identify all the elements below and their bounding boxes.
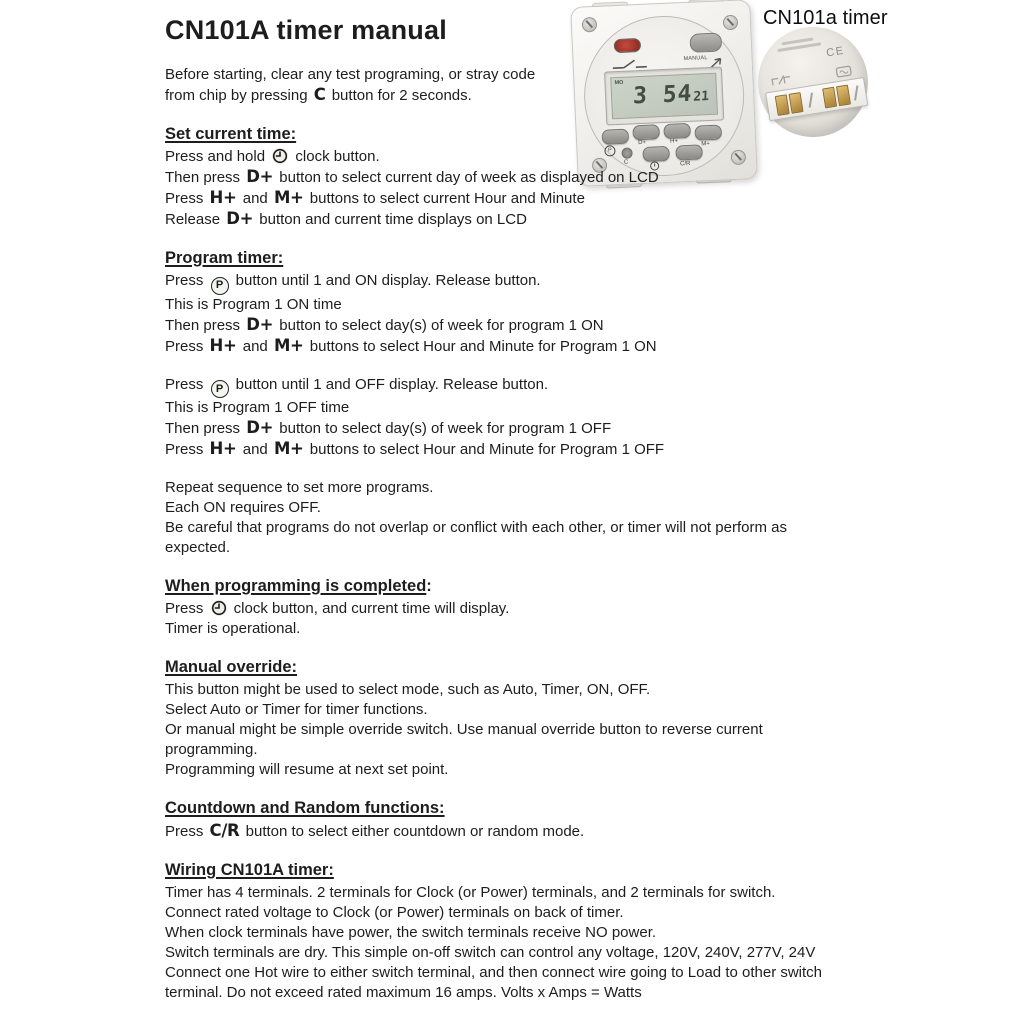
section-heading [165,657,905,678]
manual-text-line: Press H+ and M+ buttons to select Hour and Minute for Program 1 OFF [165,439,665,458]
section-heading [165,860,905,881]
manual-text-line: Press and hold clock button. [165,148,380,165]
manual-text-line: This is Program 1 ON time [165,295,342,313]
manual-text-line: Timer has 4 terminals. 2 terminals for Clock (or Power) terminals, and 2 terminals for switch. [165,884,776,901]
paragraph-block [165,375,905,461]
manual-text-line: Each ON requires OFF. [165,499,321,516]
paragraph-block [165,883,905,1003]
paragraph-block [165,599,905,639]
manual-text-line: Press P button until 1 and OFF display. Release button. [165,375,905,399]
paragraph-block [165,478,905,558]
manual-text-line: This button might be used to select mode, such as Auto, Timer, ON, OFF. [165,681,651,698]
manual-section-countdown-random [165,798,905,842]
paragraph-block [165,147,905,230]
manual-text-line: Press H+ and M+ buttons to select Hour and Minute for Program 1 ON [165,335,657,355]
device-button-m-plus-label: M+ [701,141,710,148]
p-button-icon: P [211,380,229,398]
section-heading-text: Program timer: [165,249,284,267]
manual-text-line: Select Auto or Timer for timer functions. [165,701,428,718]
paragraph-block [165,65,905,106]
section-heading [165,798,905,819]
manual-text-line: Connect rated voltage to Clock (or Power) terminals on back of timer. [165,904,624,921]
lcd-day-indicator: MO [614,79,624,87]
manual-text-line: terminal. Do not exceed rated maximum 16 amps. Volts x Amps = Watts [165,984,642,1001]
p-button-icon: P [211,277,229,295]
manual-button-label: MANUAL [683,55,708,63]
paragraph-block [165,271,905,357]
manual-text-line: Be careful that programs do not overlap or conflict with each other, or timer will not perform as [165,519,787,536]
h-plus-button-glyph: H+ [209,188,237,207]
manual-section-program-timer [165,248,905,558]
page-title: CN101A timer manual [165,15,447,45]
section-heading-text: Set current time: [165,125,297,143]
closeup-caption: CN101a timer [763,7,888,29]
manual-section-set-current-time [165,124,905,230]
manual-text-line: Press H+ and M+ buttons to select current Hour and Minute [165,188,585,207]
section-heading [165,124,905,148]
device-button-p-label: P [604,145,615,156]
m-plus-button-glyph: M+ [273,335,304,355]
d-plus-button-glyph: D+ [246,418,274,437]
manual-text-line: programming. [165,741,258,758]
ce-mark: CE [825,44,846,60]
manual-text-line: This is Program 1 OFF time [165,399,350,416]
manual-section-wiring [165,860,905,1003]
clock-button-icon [211,600,227,616]
manual-section-manual-override [165,657,905,780]
section-heading: When programming is completed: [165,577,432,595]
m-plus-button-glyph: M+ [273,188,304,207]
manual-text-line: When clock terminals have power, the switch terminals receive NO power. [165,924,657,941]
d-plus-button-glyph: D+ [246,314,274,334]
clock-button-icon [272,148,288,164]
manual-text-line: Press C/R button to select either countdown or random mode. [165,821,585,840]
manual-text-line: Or manual might be simple override switch. Use manual override button to reverse current [165,721,763,738]
manual-sections [165,65,905,1003]
device-button-c-label: C [623,159,629,166]
manual-text-line: Repeat sequence to set more programs. [165,479,434,496]
lcd-time-value: 3 54 [632,80,693,110]
m-plus-button-glyph: M+ [273,439,304,458]
clear-button-glyph: C [313,85,326,104]
device-button-cr-label: C/R [679,160,691,168]
h-plus-button-glyph: H+ [209,439,237,458]
d-plus-button-glyph: D+ [246,167,274,186]
manual-section-intro [165,65,905,106]
manual-text-line: expected. [165,539,231,556]
manual-text-line: Before starting, clear any test programing, or stray code [165,66,536,83]
device-button-h-plus-label: H+ [670,138,679,145]
manual-text-line: Timer is operational. [165,620,301,637]
manual-text-line: Press P button until 1 and ON display. Release button. [165,271,905,295]
manual-content [165,14,905,1003]
paragraph-block [165,680,905,780]
section-heading [165,248,905,269]
section-heading-text: Countdown and Random functions: [165,799,445,817]
manual-text-line: Then press D+ button to select day(s) of week for program 1 OFF [165,418,612,437]
section-heading-text: When programming is completed [165,577,427,595]
manual-text-line: Release D+ button and current time displays on LCD [165,209,527,228]
manual-text-line: from chip by pressing C button for 2 seconds. [165,85,472,104]
section-heading-text: Wiring CN101A timer: [165,861,334,879]
device-button-d-plus-label: D+ [638,139,647,147]
manual-section-when-programming-completed [165,576,905,639]
paragraph-block [165,821,905,842]
manual-text-line: Switch terminals are dry. This simple on-off switch can control any voltage, 120V, 240V, 277V, 24V [165,944,816,961]
h-plus-button-glyph: H+ [209,335,237,355]
manual-text-line: Programming will resume at next set point. [165,761,449,778]
manual-text-line: Connect one Hot wire to either switch terminal, and then connect wire going to Load to other switch [165,964,823,981]
lcd-seconds-value: 21 [692,89,710,105]
manual-text-line: Then press D+ button to select day(s) of week for program 1 ON [165,314,604,334]
section-heading-text: Manual override: [165,658,298,676]
countdown-random-button-glyph: C/R [209,821,240,840]
manual-text-line: Press clock button, and current time will display. [165,600,510,617]
d-plus-button-glyph: D+ [226,209,254,228]
manual-text-line: Then press D+ button to select current day of week as displayed on LCD [165,167,659,186]
